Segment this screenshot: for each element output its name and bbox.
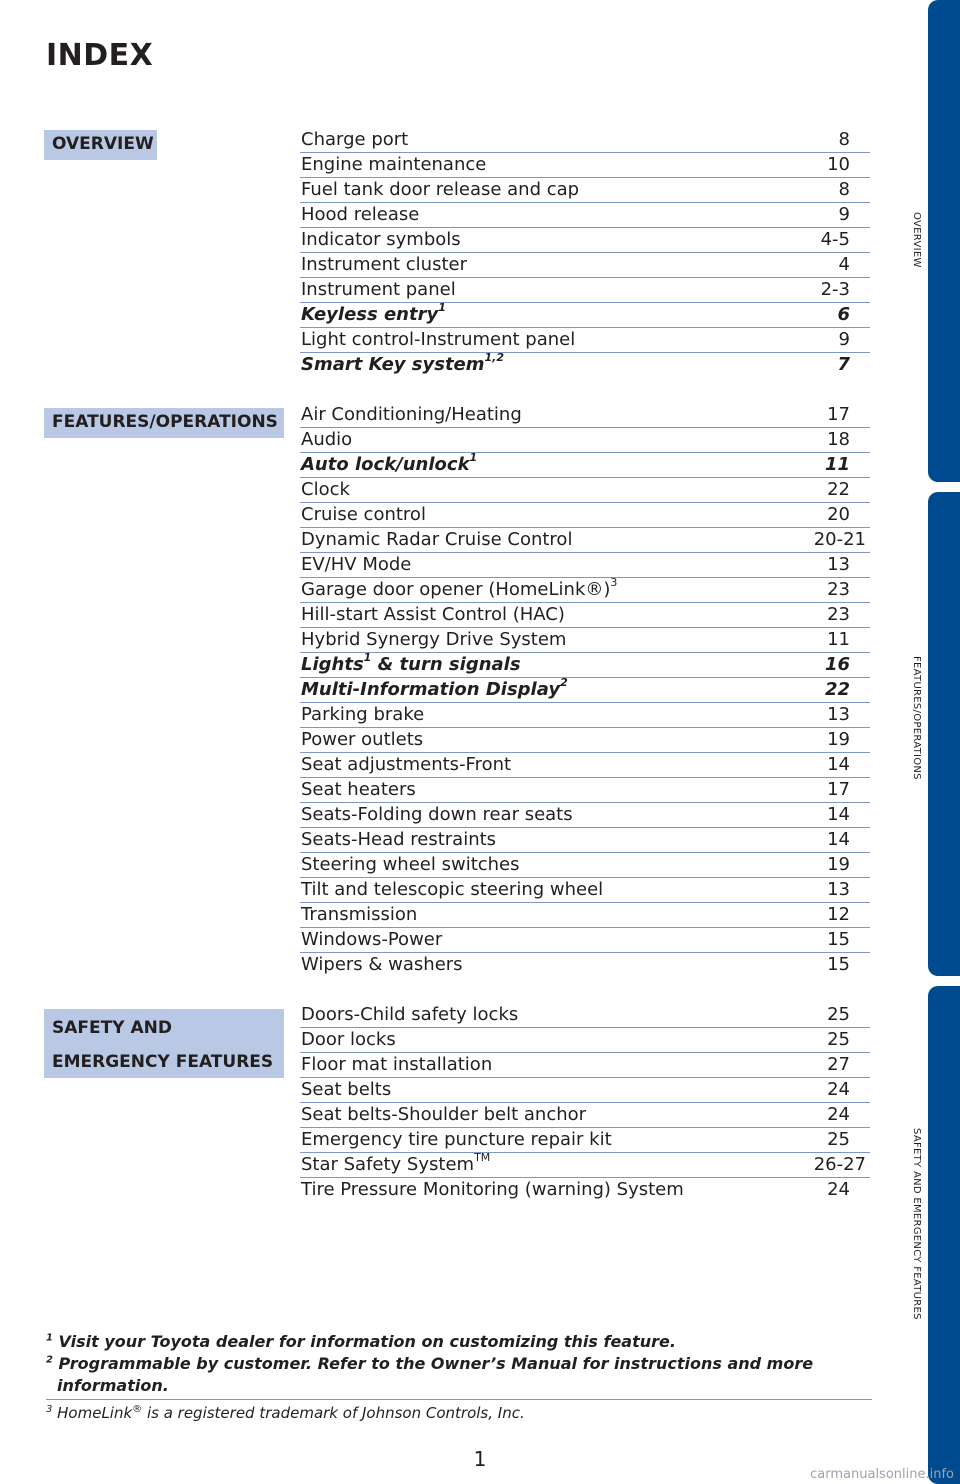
index-entry-label: [301, 1103, 586, 1127]
footnote-3: [46, 1404, 525, 1422]
index-entry-page: 14: [827, 754, 850, 775]
index-entry-text: Door locks: [301, 1029, 396, 1050]
index-entry-label: [301, 903, 417, 927]
index-entry-text-cont: & turn signals: [371, 654, 521, 675]
index-row: [300, 1003, 870, 1028]
index-entry-text: Tilt and telescopic steering wheel: [301, 879, 604, 900]
index-entry-label: [301, 328, 575, 352]
index-entry-page: 13: [827, 704, 850, 725]
footnote-3-text: is a registered trademark of Johnson Controls, Inc.: [142, 1404, 525, 1422]
index-row: [300, 603, 870, 628]
index-entry-text: Doors-Child safety locks: [301, 1004, 519, 1025]
index-entry-page: 10: [827, 154, 850, 175]
index-entry-label: [301, 1078, 391, 1102]
index-row: [300, 653, 870, 678]
footnote-1-text: Visit your Toyota dealer for information on customizing this feature.: [58, 1332, 676, 1351]
index-entry-page: 9: [838, 204, 850, 225]
side-tab-features[interactable]: [928, 492, 960, 976]
index-row: [300, 1053, 870, 1078]
index-row: [300, 1028, 870, 1053]
index-entry-text: Hybrid Synergy Drive System: [301, 629, 567, 650]
index-entry-text: Indicator symbols: [301, 229, 461, 250]
index-entry-label: [301, 703, 424, 727]
index-entry-page: 12: [827, 904, 850, 925]
index-entry-label: [301, 603, 565, 627]
index-row: [300, 353, 870, 378]
footnote-ref: 3: [610, 576, 618, 589]
index-row: [300, 803, 870, 828]
index-entry-page: 8: [838, 129, 850, 150]
index-entry-label: [301, 678, 568, 702]
index-entry-text: Hood release: [301, 204, 420, 225]
index-entry-page: 8: [838, 179, 850, 200]
index-entry-label: [301, 153, 486, 177]
index-entry-text: Hill-start Assist Control (HAC): [301, 604, 565, 625]
index-entry-text: Smart Key system: [301, 354, 485, 375]
index-entry-label: [301, 453, 477, 477]
footnote-2-text: Programmable by customer. Refer to the Owner’s Manual for instructions and more: [58, 1354, 814, 1373]
index-row: [300, 278, 870, 303]
index-row: [300, 128, 870, 153]
index-entry-text: Instrument cluster: [301, 254, 467, 275]
index-entry-page: 27: [827, 1054, 850, 1075]
index-row: [300, 953, 870, 978]
index-row: [300, 178, 870, 203]
index-row: [300, 578, 870, 603]
index-entry-text: Garage door opener (HomeLink®): [301, 579, 611, 600]
index-entry-page: 22: [824, 679, 850, 700]
index-entry-page: 23: [827, 604, 850, 625]
index-entry-label: [301, 503, 426, 527]
index-entry-page: 20: [827, 504, 850, 525]
index-entry-text: Windows-Power: [301, 929, 443, 950]
index-entry-text: Wipers & washers: [301, 954, 463, 975]
index-entry-page: 23: [827, 579, 850, 600]
footnote-ref: 1: [363, 651, 372, 664]
index-entry-label: [301, 728, 423, 752]
index-entry-label: [301, 828, 496, 852]
index-entry-label: [301, 303, 446, 327]
index-entry-text: Clock: [301, 479, 350, 500]
index-row: [300, 253, 870, 278]
index-entry-page: 15: [827, 929, 850, 950]
footnote-ref: 1,2: [484, 351, 505, 364]
index-entry-text: Multi-Information Display: [301, 679, 561, 700]
section-badge-features: FEATURES/OPERATIONS: [44, 408, 284, 438]
index-entry-text: Cruise control: [301, 504, 426, 525]
index-entry-text: Seats-Head restraints: [301, 829, 497, 850]
index-entry-text: Emergency tire puncture repair kit: [301, 1129, 612, 1150]
index-entry-label: [301, 428, 352, 452]
footnote-ref: 1: [438, 301, 446, 314]
registered-mark: ®: [132, 1404, 143, 1415]
index-entry-text: Seats-Folding down rear seats: [301, 804, 573, 825]
index-row: [300, 328, 870, 353]
index-entry-page: 24: [827, 1079, 850, 1100]
index-row: [300, 403, 870, 428]
side-label-overview: OVERVIEW: [911, 212, 922, 268]
footnote-ref: 1: [469, 451, 478, 464]
side-tab-safety[interactable]: [928, 986, 960, 1484]
index-entry-label: [301, 528, 572, 552]
index-entry-text: Steering wheel switches: [301, 854, 520, 875]
index-entry-label: [301, 1128, 612, 1152]
index-entry-page: 4-5: [820, 229, 850, 250]
index-entry-page: 26-27: [813, 1154, 866, 1175]
index-entry-label: [301, 928, 442, 952]
index-entry-text: Audio: [301, 429, 353, 450]
footnote-2: [46, 1354, 872, 1373]
index-entry-label: [301, 203, 419, 227]
index-entry-label: [301, 403, 522, 427]
index-row: [300, 678, 870, 703]
features-index-list: [300, 403, 870, 978]
footnote-divider: [46, 1399, 872, 1400]
index-entry-page: 18: [827, 429, 850, 450]
index-entry-label: [301, 753, 511, 777]
index-entry-page: 7: [837, 354, 850, 375]
index-entry-label: [301, 228, 461, 252]
index-entry-text: Parking brake: [301, 704, 425, 725]
page-title: INDEX: [46, 38, 154, 73]
index-entry-text: Charge port: [301, 129, 409, 150]
index-entry-text: Tire Pressure Monitoring (warning) System: [301, 1179, 684, 1200]
side-label-features: FEATURES/OPERATIONS: [911, 656, 922, 780]
index-entry-page: 25: [827, 1029, 850, 1050]
index-entry-label: [301, 353, 504, 377]
index-entry-page: 19: [827, 854, 850, 875]
index-entry-label: [301, 278, 456, 302]
index-entry-page: 4: [838, 254, 850, 275]
index-entry-page: 13: [827, 554, 850, 575]
index-entry-text: Seat belts: [301, 1079, 392, 1100]
index-entry-label: [301, 178, 579, 202]
index-entry-page: 25: [827, 1004, 850, 1025]
index-row: [300, 728, 870, 753]
index-entry-label: [301, 1153, 490, 1177]
index-entry-text: Air Conditioning/Heating: [301, 404, 522, 425]
index-entry-page: 11: [827, 629, 850, 650]
index-entry-label: [301, 628, 566, 652]
overview-index-list: [300, 128, 870, 378]
index-entry-label: [301, 128, 408, 152]
section-badge-overview: OVERVIEW: [44, 130, 157, 160]
index-entry-text: Instrument panel: [301, 279, 456, 300]
index-row: [300, 453, 870, 478]
index-row: [300, 703, 870, 728]
index-entry-page: 2-3: [820, 279, 850, 300]
index-entry-text: Light control-Instrument panel: [301, 329, 576, 350]
index-entry-page: 14: [827, 829, 850, 850]
index-entry-text: Auto lock/unlock: [301, 454, 470, 475]
index-row: [300, 903, 870, 928]
footnote-2-cont: information.: [57, 1376, 169, 1395]
index-entry-text: Power outlets: [301, 729, 424, 750]
footnote-3-mark: 3: [46, 1404, 53, 1415]
index-row: [300, 928, 870, 953]
index-entry-text: Engine maintenance: [301, 154, 487, 175]
footnote-2-mark: 2: [46, 1354, 53, 1366]
index-entry-page: 20-21: [813, 529, 866, 550]
side-tab-overview[interactable]: [928, 0, 960, 482]
index-entry-label: [301, 878, 603, 902]
index-entry-page: 24: [827, 1179, 850, 1200]
index-row: [300, 203, 870, 228]
index-row: [300, 1078, 870, 1103]
index-row: [300, 778, 870, 803]
index-entry-label: [301, 253, 467, 277]
index-entry-label: [301, 578, 617, 602]
index-row: [300, 1153, 870, 1178]
index-entry-page: 24: [827, 1104, 850, 1125]
index-row: [300, 878, 870, 903]
footnote-1-mark: 1: [46, 1332, 53, 1344]
index-entry-page: 22: [827, 479, 850, 500]
footnote-3-homelink: HomeLink: [57, 1404, 133, 1422]
index-entry-label: [301, 1053, 492, 1077]
index-entry-text: Seat belts-Shoulder belt anchor: [301, 1104, 587, 1125]
index-row: [300, 503, 870, 528]
section-badge-safety-line2: EMERGENCY FEATURES: [52, 1052, 274, 1072]
index-entry-text: Seat heaters: [301, 779, 416, 800]
watermark: carmanualsonline.info: [810, 1467, 954, 1482]
index-entry-text: Dynamic Radar Cruise Control: [301, 529, 573, 550]
index-entry-page: 16: [824, 654, 850, 675]
index-row: [300, 303, 870, 328]
index-entry-text: Fuel tank door release and cap: [301, 179, 580, 200]
index-entry-label: [301, 778, 416, 802]
index-entry-text: Floor mat installation: [301, 1054, 493, 1075]
index-entry-text: Lights: [301, 654, 364, 675]
index-entry-page: 9: [838, 329, 850, 350]
page-number: 1: [473, 1447, 487, 1471]
index-row: [300, 478, 870, 503]
index-entry-label: [301, 1003, 518, 1027]
index-entry-text: Transmission: [301, 904, 418, 925]
section-badge-safety: [44, 1009, 284, 1078]
index-row: [300, 528, 870, 553]
index-entry-label: [301, 953, 463, 977]
index-row: [300, 428, 870, 453]
index-row: [300, 1128, 870, 1153]
index-entry-label: [301, 853, 520, 877]
index-entry-page: 17: [827, 779, 850, 800]
index-row: [300, 228, 870, 253]
index-entry-label: [301, 1178, 684, 1202]
section-badge-safety-line1: SAFETY AND: [52, 1018, 172, 1038]
index-row: [300, 1103, 870, 1128]
index-entry-label: [301, 803, 573, 827]
footnote-ref: TM: [474, 1151, 491, 1164]
index-entry-page: 6: [837, 304, 850, 325]
index-entry-label: [301, 1028, 396, 1052]
index-entry-text: Seat adjustments-Front: [301, 754, 512, 775]
footnote-ref: 2: [560, 676, 568, 689]
index-entry-text: Star Safety System: [301, 1154, 475, 1175]
index-row: [300, 153, 870, 178]
index-entry-page: 17: [827, 404, 850, 425]
side-label-safety: SAFETY AND EMERGENCY FEATURES: [911, 1128, 922, 1320]
index-entry-page: 19: [827, 729, 850, 750]
index-entry-page: 13: [827, 879, 850, 900]
index-entry-page: 25: [827, 1129, 850, 1150]
index-entry-text: Keyless entry: [301, 304, 439, 325]
index-row: [300, 828, 870, 853]
safety-index-list: [300, 1003, 870, 1203]
index-entry-label: [301, 653, 521, 677]
index-entry-label: [301, 478, 350, 502]
index-row: [300, 553, 870, 578]
index-entry-page: 15: [827, 954, 850, 975]
index-entry-page: 11: [824, 454, 850, 475]
index-entry-page: 14: [827, 804, 850, 825]
index-entry-label: [301, 553, 411, 577]
index-row: [300, 753, 870, 778]
index-entry-text: EV/HV Mode: [301, 554, 412, 575]
footnote-1: [46, 1332, 872, 1351]
index-row: [300, 853, 870, 878]
index-row: [300, 628, 870, 653]
index-row: [300, 1178, 870, 1203]
